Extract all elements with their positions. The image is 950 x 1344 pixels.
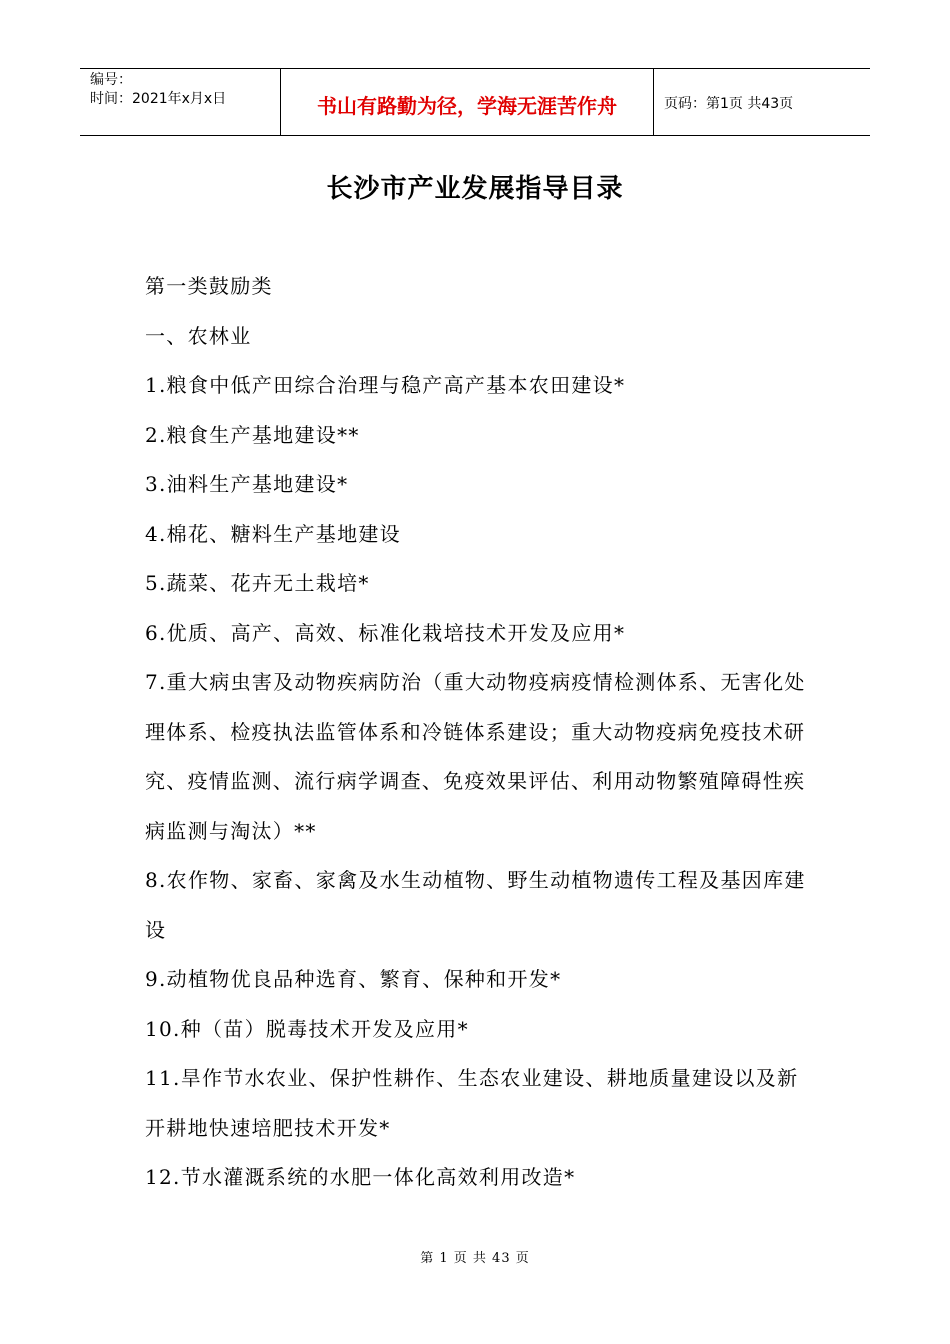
list-item: 2.粮食生产基地建设** [145,422,360,447]
list-item: 10.种（苗）脱毒技术开发及应用* [145,1016,469,1041]
subsection-heading: 一、农林业 [145,323,252,348]
header-meta [80,69,281,135]
page-footer: 第 1 页 共 43 页 [420,1251,530,1266]
list-item: 4.棉花、糖料生产基地建设 [145,521,401,546]
list-item: 3.油料生产基地建设* [145,472,349,496]
list-item: 6.优质、高产、高效、标准化栽培技术开发及应用* [145,620,626,645]
header-motto: 书山有路勤为径，学海无涯苦作舟 [281,69,654,135]
section-heading: 第一类鼓励类 [145,274,273,298]
page-header [80,68,870,136]
list-item: 1.粮食中低产田综合治理与稳产高产基本农田建设* [145,373,626,397]
list-item: 7.重大病虫害及动物疾病防治（重大动物疫病疫情检测体系、无害化处理体系、检疫执法监管体系和冷链体系建设；重大动物疫病免疫技术研究、疫情监测、流行病学调查、免疫效果评估、利用动物繁殖障碍性疾病监测与淘汰）** [145,670,806,843]
document-body [145,262,815,1203]
list-item: 11.旱作节水农业、保护性耕作、生态农业建设、耕地质量建设以及新开耕地快速培肥技术开发* [145,1066,799,1140]
header-page-info: 页码：第1页 共43页 [664,96,794,112]
list-item: 8.农作物、家畜、家禽及水生动植物、野生动植物遗传工程及基因库建设 [145,868,806,942]
list-item: 9.动植物优良品种选育、繁育、保种和开发* [145,967,562,991]
document-number-label: 编号： [90,72,132,88]
list-item: 5.蔬菜、花卉无土栽培* [145,571,370,595]
list-item: 12.节水灌溉系统的水肥一体化高效利用改造* [145,1165,576,1189]
document-time-label: 时间：2021年x月x日 [90,91,227,107]
document-title: 长沙市产业发展指导目录 [326,174,624,204]
